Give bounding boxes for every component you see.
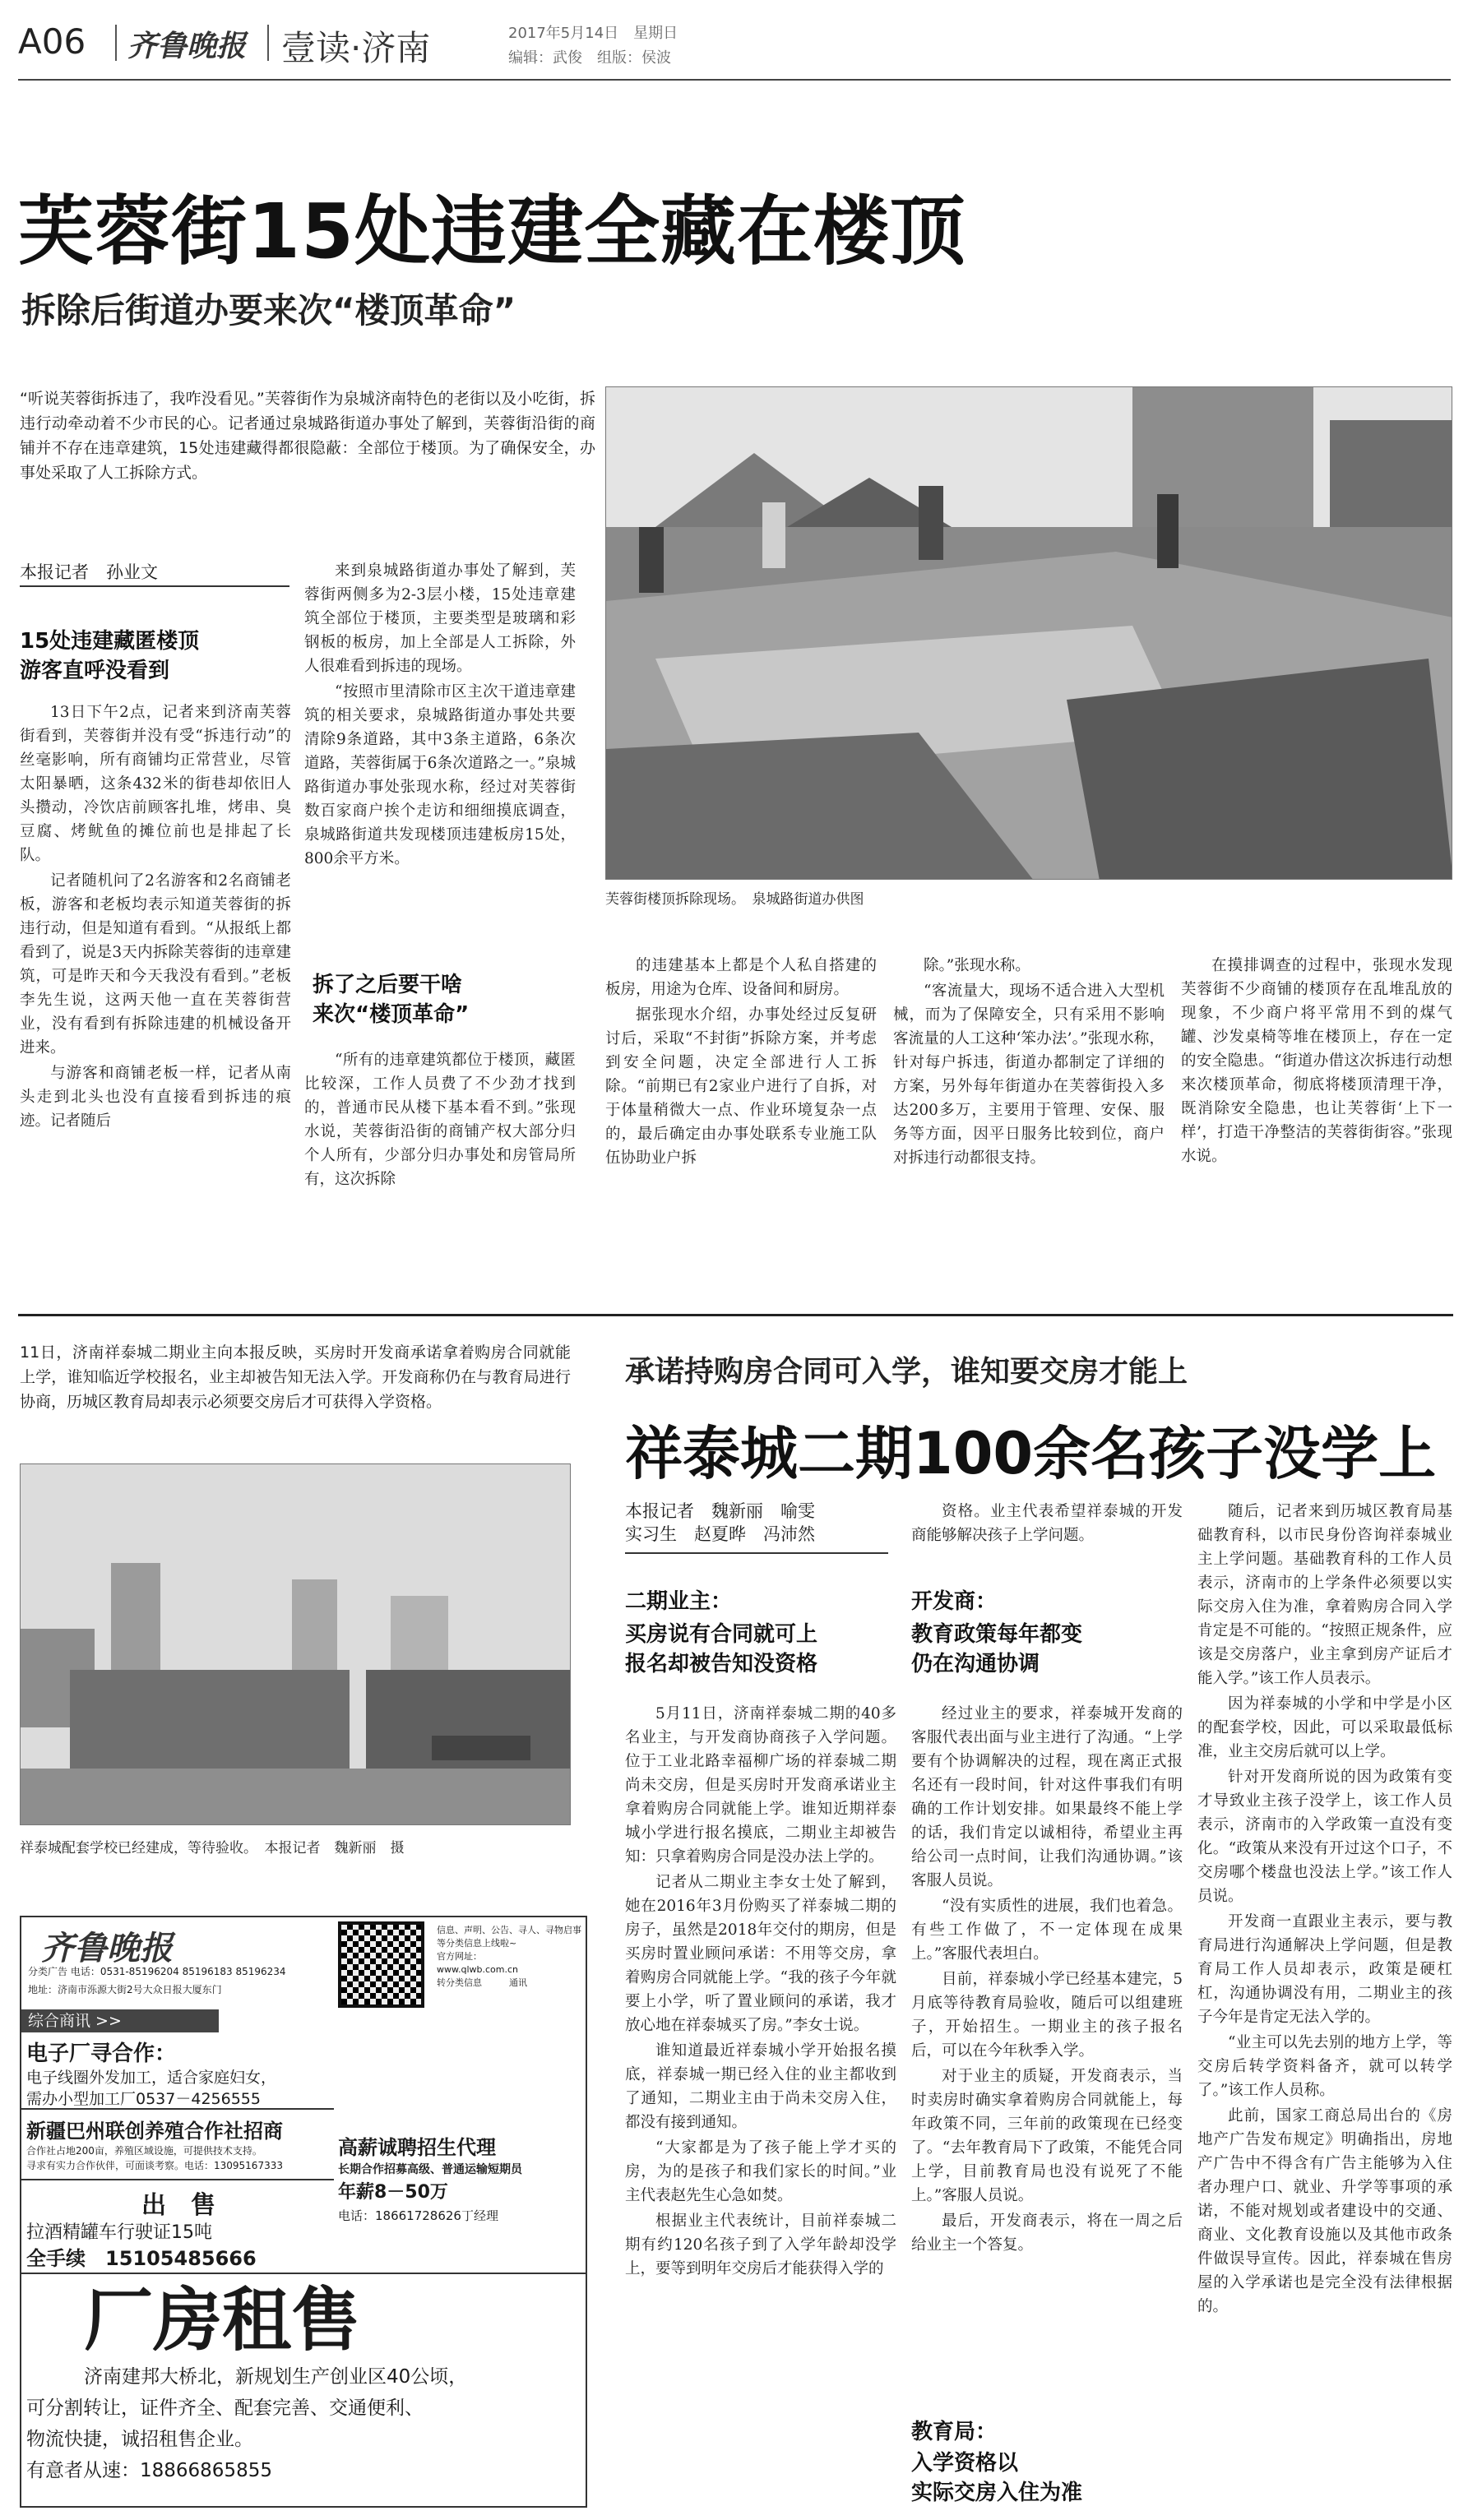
paragraph: “业主可以先去别的地方上学，等交房后转学资料备齐，就可以转学了。”该工作人员称。 bbox=[1197, 2034, 1452, 2099]
paragraph: 随后，记者来到历城区教育局基础教育科，以市民身份咨询祥泰城业主上学问题。基础教育科的工作人员表示，济南市的上学条件必须要以实际交房入住为准，拿着购房合同入学肯定是不可能的。“按照正规条件，应该是交房落户，业主拿到房产证后才能入学。”该工作人员表示。 bbox=[1197, 1503, 1452, 1687]
classified-ads bbox=[20, 1916, 587, 2508]
rule bbox=[625, 1552, 888, 1554]
story2-subhead-1: 买房说有合同就可上 报名却被告知没资格 bbox=[625, 1622, 818, 1676]
rooftop-scene-illustration bbox=[606, 387, 1452, 880]
ads-header bbox=[21, 1917, 334, 2008]
ad-factory bbox=[26, 2279, 586, 2486]
story1-byline: 本报记者 孙业文 bbox=[20, 562, 158, 582]
story2-kicker: 承诺持购房合同可入学，谁知要交房才能上 bbox=[625, 1355, 1188, 1389]
masthead bbox=[0, 0, 1468, 82]
ad-line: 电子线圈外发加工，适合家庭妇女， bbox=[26, 2069, 277, 2087]
ad-line: 拉酒精罐车行驶证15吨 bbox=[26, 2222, 212, 2243]
ad-title: 电子厂寻合作： bbox=[26, 2041, 177, 2066]
paragraph: 此前，国家工商总局出台的《房地产广告发布规定》明确指出，房地产广告中不得含有广告主能够为入住者办理户口、就业、升学等事项的承诺，不能对规划或者建设中的交通、商业、文化教育设施以及其他市政条件做误导宣传。因此，祥泰城在售房屋的入学承诺也是完全没有法律根据的。 bbox=[1197, 2107, 1452, 2315]
school-photo bbox=[20, 1463, 571, 1825]
story1-subhead-1: 15处违建藏匿楼顶 游客直呼没看到 bbox=[20, 629, 200, 683]
paragraph: 除。”张现水称。 bbox=[924, 957, 1030, 974]
rooftop-demolition-photo bbox=[605, 386, 1452, 880]
story1-column-2b bbox=[304, 1048, 576, 1303]
ad-line: 年薪8－50万 bbox=[338, 2182, 448, 2203]
story2-label-owners: 二期业主： bbox=[625, 1589, 733, 1614]
section-title: 壹读·济南 bbox=[281, 28, 431, 68]
story1-subhead-2: 拆了之后要干啥 来次“楼顶革命” bbox=[313, 973, 470, 1027]
story1-column-5 bbox=[1181, 954, 1452, 1307]
ads-contact: 分类广告 电话：0531-85196204 85196183 85196234 bbox=[28, 1966, 286, 1977]
paragraph: 记者随机问了2名游客和2名商铺老板，游客和老板均表示知道芙蓉街的拆违行动，但是知道有看到。“从报纸上都看到了，说是3天内拆除芙蓉街的违章建筑，可是昨天和今天我没有看到。”老板李先生说，这两天他一直在芙蓉街营业，没有看到有拆除违建的机械设备开进来。 bbox=[20, 872, 291, 1057]
rule bbox=[21, 2179, 334, 2180]
ad-title: 新疆巴州联创养殖合作社招商 bbox=[26, 2120, 283, 2143]
paragraph: 最后，开发商表示，将在一周之后给业主一个答复。 bbox=[911, 2213, 1183, 2254]
school-scene-illustration bbox=[21, 1464, 571, 1825]
header-rule bbox=[18, 79, 1451, 81]
story1-column-4 bbox=[893, 954, 1165, 1307]
paragraph: 因为祥泰城的小学和中学是小区的配套学校，因此，可以采取最低标准，业主交房后就可以上学。 bbox=[1197, 1695, 1452, 1760]
section-divider bbox=[18, 1314, 1453, 1316]
ad-electronics bbox=[26, 2037, 331, 2110]
paragraph: 据张现水介绍，办事处经过反复研讨后，采取“不封街”拆除方案，并考虑到安全问题，决定全部进行人工拆除。“前期已有2家业户进行了自拆，对于体量稍微大一点、作业环境复杂一点的，最后确定由办事处联系专业施工队伍协助业户拆 bbox=[605, 1006, 877, 1167]
story1-headline: 芙蓉街15处违建全藏在楼顶 bbox=[18, 187, 967, 275]
paragraph: 的违建基本上都是个人私自搭建的板房，用途为仓库、设备间和厨房。 bbox=[605, 957, 877, 998]
page-number: A06 bbox=[18, 21, 86, 62]
ad-line: 济南建邦大桥北，新规划生产创业区40公顷， bbox=[84, 2366, 468, 2388]
ad-line: 有意者从速：18866865855 bbox=[26, 2460, 272, 2481]
story2-column-3 bbox=[1197, 1500, 1452, 2507]
paragraph: 谁知道最近祥泰城小学开始报名摸底，祥泰城一期已经入住的业主都收到了通知，二期业主由于尚未交房入住，都没有接到通知。 bbox=[625, 2042, 896, 2131]
story2-column-2 bbox=[911, 1500, 1183, 1574]
story2-headline: 祥泰城二期100余名孩子没学上 bbox=[625, 1420, 1437, 1487]
paragraph: “没有实质性的进展，我们也着急。有些工作做了，不一定体现在成果上。”客服代表坦白。 bbox=[911, 1898, 1183, 1963]
ad-line: 物流快捷，诚招租售企业。 bbox=[26, 2429, 253, 2450]
qr-description: 信息、声明、公告、寻人、寻物启事等分类信息上线啦~ 官方网址： www.qlwb.com.cn 转分类信息 通讯 bbox=[437, 1925, 581, 1988]
paragraph: 与游客和商铺老板一样，记者从南头走到北头也没有直接看到拆违的痕迹。记者随后 bbox=[20, 1065, 291, 1130]
ad-line: 全手续 15105485666 bbox=[26, 2247, 257, 2270]
paragraph: “大家都是为了孩子能上学才买的房，为的是孩子和我们家长的时间。”业主代表赵先生心急如焚。 bbox=[625, 2139, 896, 2204]
paragraph: 来到泉城路街道办事处了解到，芙蓉街两侧多为2-3层小楼，15处违章建筑全部位于楼顶，主要类型是玻璃和彩钢板的板房，加上全部是人工拆除，外人很难看到拆违的现场。 bbox=[304, 562, 576, 675]
ad-sale bbox=[26, 2185, 331, 2272]
editors: 编辑：武俊 组版：侯波 bbox=[508, 49, 671, 67]
ad-title: 高薪诚聘招生代理 bbox=[338, 2136, 496, 2159]
paragraph: “所有的违章建筑都位于楼顶，藏匿比较深，工作人员费了不少劲才找到的，普通市民从楼下基本看不到。”张现水说，芙蓉街沿街的商铺产权大部分归个人所有，少部分归办事处和房管局所有，这次拆除 bbox=[304, 1052, 576, 1188]
paragraph: 记者从二期业主李女士处了解到，她在2016年3月份购买了祥泰城二期的房子，虽然是2018年交付的期房，但是买房时置业顾问承诺：不用等交房，拿着购房合同就能上学。“我的孩子今年就要上小学，听了置业顾问的承诺，我才放心地在祥泰城买了房。”李女士说。 bbox=[625, 1874, 896, 2034]
ad-line: 电话：18661728626丁经理 bbox=[338, 2208, 498, 2223]
story1-column-2 bbox=[304, 559, 576, 970]
paragraph: 在摸排调查的过程中，张现水发现芙蓉街不少商铺的楼顶存在乱堆乱放的现象，不少商户将平常用不到的煤气罐、沙发桌椅等堆在楼顶上，存在一定的安全隐患。“街道办借这次拆违行动想来次楼顶革命，彻底将楼顶清理干净，既消除安全隐患，也让芙蓉街‘上下一样’，打造干净整洁的芙蓉街街容。”张现水说。 bbox=[1181, 957, 1452, 1165]
story2-subhead-3: 入学资格以 实际交房入住为准 bbox=[911, 2451, 1083, 2505]
issue-date: 2017年5月14日 星期日 bbox=[508, 25, 678, 42]
story2-column-2b bbox=[911, 1702, 1183, 2409]
paragraph: 资格。业主代表希望祥泰城的开发商能够解决孩子上学问题。 bbox=[911, 1503, 1183, 1544]
ad-line: 可分割转让，证件齐全、配套完善、交通便利、 bbox=[26, 2397, 424, 2419]
story2-column-1 bbox=[625, 1702, 896, 2508]
ads-brand-logo: 齐鲁晚报 bbox=[41, 1929, 173, 1967]
paragraph: “按照市里清除市区主次干道违章建筑的相关要求，泉城路街道办事处共要清除9条道路，其中3条主道路，6条次道路，芙蓉街属于6条次道路之一。”泉城路街道办事处张现水称，经过对芙蓉街数百家商户挨个走访和细细摸底调查，泉城路街道共发现楼顶违建板房15处，800余平方米。 bbox=[304, 683, 576, 867]
story1-column-3 bbox=[605, 954, 877, 1307]
rule bbox=[21, 2273, 587, 2274]
ad-line: 寻求有实力合作伙伴，可面谈考察。电话：13095167333 bbox=[26, 2160, 283, 2171]
rule bbox=[20, 585, 289, 587]
paper-logo: 齐鲁晚报 bbox=[127, 29, 247, 63]
paragraph: 目前，祥泰城小学已经基本建完，5月底等待教育局验收，随后可以组建班子，开始招生。一期业主的孩子报名后，可以在今年秋季入学。 bbox=[911, 1971, 1183, 2060]
paragraph: 针对开发商所说的因为政策有变才导致业主孩子没学上，该工作人员表示，济南市的入学政策一直没有变化。“政策从来没有开过这个口子，不交房哪个楼盘也没法上学。”该工作人员说。 bbox=[1197, 1769, 1452, 1905]
story2-label-developer: 开发商： bbox=[911, 1589, 998, 1614]
paragraph: 13日下午2点，记者来到济南芙蓉街看到，芙蓉街并没有受“拆违行动”的丝毫影响，所有商铺均正常营业，尽管太阳暴晒，这条432米的街巷却依旧人头攒动，冷饮店前顾客扎堆，烤串、臭豆腐、烤鱿鱼的摊位前也是排起了长队。 bbox=[20, 704, 291, 864]
paragraph: “客流量大，现场不适合进入大型机械，而为了保障安全，只有采用不影响客流量的人工这种‘笨办法’。”张现水称，针对每户拆违，街道办都制定了详细的方案，另外每年街道办在芙蓉街投入多达200多万，主要用于管理、安保、服务等方面，因平日服务比较到位，商户对拆违行动都很支持。 bbox=[893, 983, 1165, 1167]
divider bbox=[115, 25, 117, 61]
ad-recruit bbox=[338, 2131, 585, 2226]
story2-subhead-2: 教育政策每年都变 仍在沟通协调 bbox=[911, 1622, 1083, 1676]
ad-line: 长期合作招募高级、普通运输短期员 bbox=[338, 2163, 522, 2176]
story1-lead: “听说芙蓉街拆违了，我咋没看见。”芙蓉街作为泉城济南特色的老街以及小吃街，拆违行动牵动着不少市民的心。记者通过泉城路街道办事处了解到，芙蓉街沿街的商铺并不存在违章建筑，15处违建藏得都很隐蔽：全部位于楼顶。为了确保安全，办事处采取了人工拆除方式。 bbox=[20, 390, 595, 482]
photo1-caption: 芙蓉街楼顶拆除现场。 泉城路街道办供图 bbox=[605, 891, 864, 908]
paragraph: 开发商一直跟业主表示，要与教育局进行沟通解决上学问题，但是教育局工作人员却表示，政策是硬杠杠，沟通协调没有用，二期业主的孩子今年是肯定无法入学的。 bbox=[1197, 1913, 1452, 2026]
story2-byline: 本报记者 魏新丽 喻雯 实习生 赵夏晔 冯沛然 bbox=[625, 1501, 815, 1544]
ad-title: 厂房租售 bbox=[84, 2280, 361, 2360]
ad-cooperative bbox=[26, 2115, 331, 2173]
ads-category-bar bbox=[21, 2009, 219, 2032]
chevron-right-icon: >> bbox=[90, 2012, 122, 2030]
story2-label-education-bureau: 教育局： bbox=[911, 2420, 998, 2444]
paragraph: 根据业主代表统计，目前祥泰城二期有约120名孩子到了入学年龄却没学上，要等到明年交房后才能获得入学的 bbox=[625, 2213, 896, 2277]
ads-address: 地址：济南市泺源大街2号大众日报大厦东门 bbox=[28, 1984, 222, 1995]
divider bbox=[267, 25, 269, 61]
story2-lead: 11日，济南祥泰城二期业主向本报反映，买房时开发商承诺拿着购房合同就能上学，谁知临近学校报名，业主却被告知无法入学。开发商称仍在与教育局进行协商，历城区教育局却表示必须要交房后才可获得入学资格。 bbox=[20, 1343, 571, 1411]
paragraph: 对于业主的质疑，开发商表示，当时卖房时确实拿着购房合同就能上，每年政策不同，三年前的政策现在已经变了。“去年教育局下了政策，不能凭合同上学，目前教育局也没有说死了不能上。”客服人员说。 bbox=[911, 2068, 1183, 2204]
paragraph: 5月11日，济南祥泰城二期的40多名业主，与开发商协商孩子入学问题。位于工业北路幸福柳广场的祥泰城二期尚未交房，但是买房时开发商承诺业主拿着购房合同就能上学。谁知近期祥泰城小学进行报名摸底，二期业主却被告知：只拿着购房合同是没办法上学的。 bbox=[625, 1705, 896, 1866]
ad-title: 出 售 bbox=[141, 2191, 215, 2220]
story1-column-1 bbox=[20, 701, 291, 1301]
rule bbox=[21, 2108, 334, 2110]
photo2-caption: 祥泰城配套学校已经建成，等待验收。 本报记者 魏新丽 摄 bbox=[20, 1840, 405, 1856]
ad-line: 需办小型加工厂0537－4256555 bbox=[26, 2090, 261, 2108]
paragraph: 经过业主的要求，祥泰城开发商的客服代表出面与业主进行了沟通。“上学要有个协调解决的过程，现在离正式报名还有一段时间，针对这件事我们有明确的工作计划安排。如果最终不能上学的话，我们肯定以诚相待，希望业主再给公司一点时间，让我们沟通协调。”该客服人员说。 bbox=[911, 1705, 1183, 1889]
ads-category-label: 综合商讯 bbox=[28, 2012, 91, 2030]
story1-subhead: 拆除后街道办要来次“楼顶革命” bbox=[21, 290, 516, 331]
qr-code bbox=[338, 1921, 424, 2008]
ad-line: 合作社占地200亩，养殖区域设施，可提供技术支持。 bbox=[26, 2145, 262, 2157]
